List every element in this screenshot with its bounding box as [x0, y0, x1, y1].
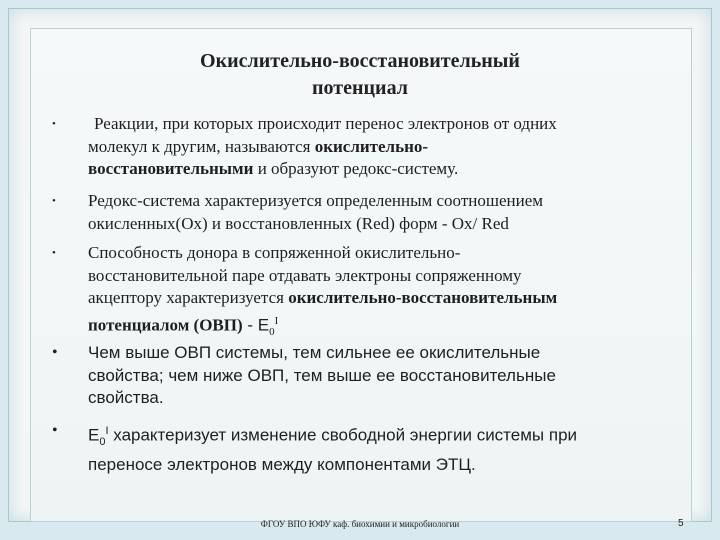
e0-subscript: 0 — [269, 325, 275, 338]
bullet-1-line-1: Реакции, при которых происходит перенос электронов от одних — [94, 114, 557, 133]
bullet-text — [88, 420, 688, 476]
bullet-1-line-3-text: и образуют редокс-систему. — [253, 159, 459, 178]
bullet-3-line-3 — [88, 287, 688, 310]
bullet-1-line-3-bold: восстановительными — [88, 159, 254, 178]
e0-subscript: 0 — [99, 436, 106, 449]
e0-prime: I — [105, 425, 109, 437]
title-line-2: потенциал — [312, 77, 408, 99]
bullet-3-line-1: Способность донора в сопряженной окислительно- — [88, 243, 461, 262]
bullet-1-line-2-bold: окислительно- — [314, 136, 429, 156]
bullet-4-line-3: свойства. — [88, 388, 164, 407]
bullet-marker: • — [52, 195, 56, 207]
bullet-text — [88, 190, 688, 235]
bullet-3-line-4 — [88, 310, 688, 344]
page-number: 5 — [678, 518, 684, 529]
bullet-4-line-2: свойства; чем ниже ОВП, тем выше ее восстановительные — [88, 365, 556, 385]
bullet-marker: • — [52, 422, 58, 439]
bullet-text — [88, 113, 688, 181]
bullet-text — [88, 242, 688, 343]
bullet-marker: • — [52, 118, 56, 130]
bullet-5-line-1-text: характеризует изменение свободной энергии системы при — [108, 425, 578, 445]
bullet-3-line-2: восстановительной паре отдавать электроны сопряженному — [88, 265, 522, 285]
bullet-5-line-2: переносе электронов между компонентами ЭТЦ. — [88, 454, 476, 474]
bullet-1-line-2 — [88, 136, 688, 159]
bullet-2-line-2: окисленных(Ox) и восстановленных (Red) форм - Ox/ Red — [88, 213, 509, 233]
bullet-1-line-2-text: молекул к другим, называются — [88, 136, 311, 156]
bullet-4-line-1: Чем выше ОВП системы, тем сильнее ее окислительные — [88, 343, 541, 362]
bullet-2-line-1: Редокс-система характеризуется определенным соотношением — [88, 191, 543, 210]
e0-symbol: E — [88, 425, 100, 445]
bullet-marker: • — [52, 247, 56, 259]
e0-prime: I — [274, 314, 279, 327]
bullet-3-line-3-bold: окислительно-восстановительным — [288, 288, 558, 307]
bullet-3-line-4-bold: потенциалом (ОВП) — [88, 315, 243, 335]
bullet-3-line-4-text: - E — [242, 315, 270, 335]
title-line-1: Окислительно-восстановительный — [200, 50, 520, 72]
slide-footer: ФГОУ ВПО ЮФУ каф. биохимии и микробиологии — [260, 519, 460, 529]
bullet-3-line-3-text: акцептору характеризуется — [88, 288, 289, 307]
bullet-marker: • — [52, 344, 58, 361]
slide-title — [0, 48, 720, 102]
bullet-5-line-1 — [88, 420, 688, 454]
bullet-text — [88, 342, 688, 410]
bullet-1-line-3 — [88, 158, 688, 181]
